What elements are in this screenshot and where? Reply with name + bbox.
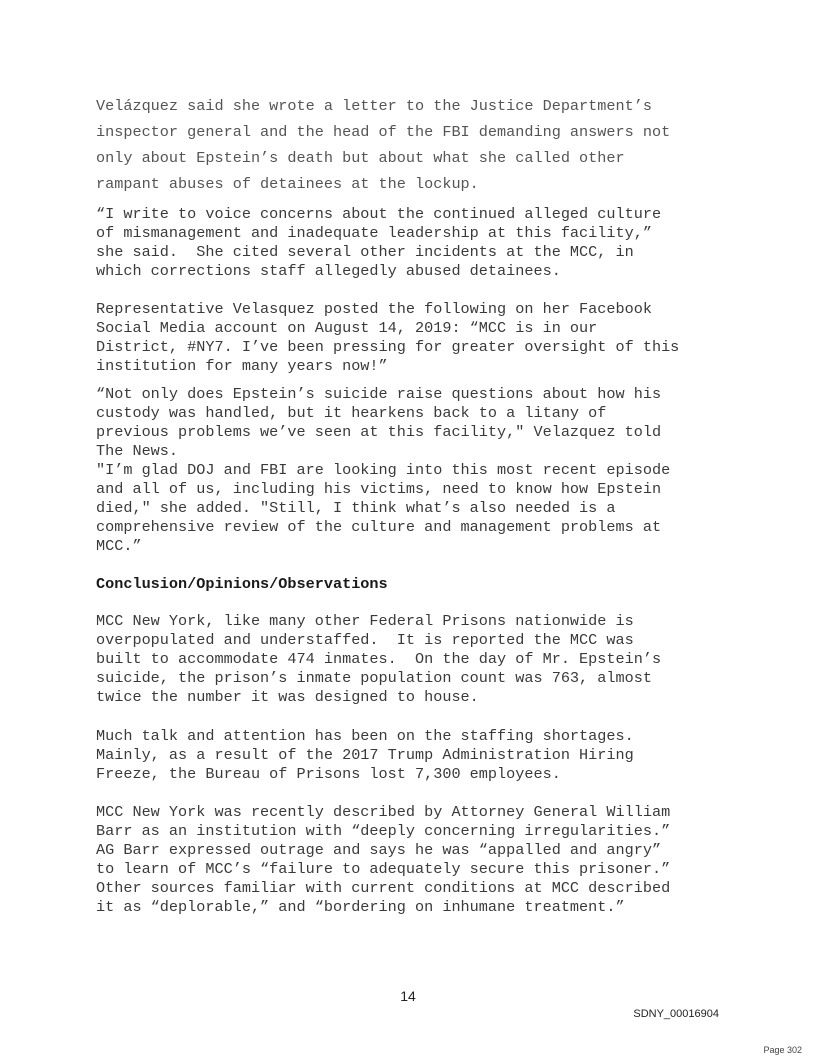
paragraph-overpopulation: MCC New York, like many other Federal Prisons nationwide is overpopulated and understaffed. It is reported the MCC was built to accommodate 474 inmates. On the day of Mr. Epstein’s suicide, the prison’s inmate population count was 763, almost twice the number it was designed to house.	[96, 612, 662, 706]
paragraph-barr-statement: MCC New York was recently described by Attorney General William Barr as an institution with “deeply concerning irregularities.” AG Barr expressed outrage and says he was “appalled and angry” to learn of MCC’s “failure to adequately secure this prisoner.” Other sources familiar with current conditions at MCC described it as “deplorable,” and “bordering on inhumane treatment.”	[96, 803, 671, 916]
page-tag: Page 302	[763, 1045, 802, 1055]
section-heading: Conclusion/Opinions/Observations	[96, 575, 388, 593]
paragraph-velazquez-news-quote: “Not only does Epstein’s suicide raise questions about how his custody was handled, but it hearkens back to a litany of previous problems we’ve seen at this facility," Velazquez told The News. "I’m glad DOJ and FBI are looking into this most recent episode and all of us, including his victims, need to know how Epstein died," she added. "Still, I think what’s also needed is a comprehensive review of the culture and management problems at MCC.”	[96, 385, 671, 555]
paragraph-facebook-post: Representative Velasquez posted the following on her Facebook Social Media account on August 14, 2019: “MCC is in our District, #NY7. I’ve been pressing for greater oversight of this institution for many years now!”	[96, 300, 680, 375]
paragraph-velazquez-letter: Velázquez said she wrote a letter to the Justice Department’s inspector general and the head of the FBI demanding answers not only about Epstein’s death but about what she called other rampant abuses of detainees at the lockup.	[96, 97, 671, 193]
paragraph-staffing: Much talk and attention has been on the staffing shortages. Mainly, as a result of the 2017 Trump Administration Hiring Freeze, the Bureau of Prisons lost 7,300 employees.	[96, 727, 634, 783]
bates-number: SDNY_00016904	[633, 1008, 719, 1020]
paragraph-culture-quote: “I write to voice concerns about the continued alleged culture of mismanagement and inadequate leadership at this facility,” she said. She cited several other incidents at the MCC, in which corrections staff allegedly abused detainees.	[96, 205, 662, 280]
page-number: 14	[400, 988, 416, 1004]
